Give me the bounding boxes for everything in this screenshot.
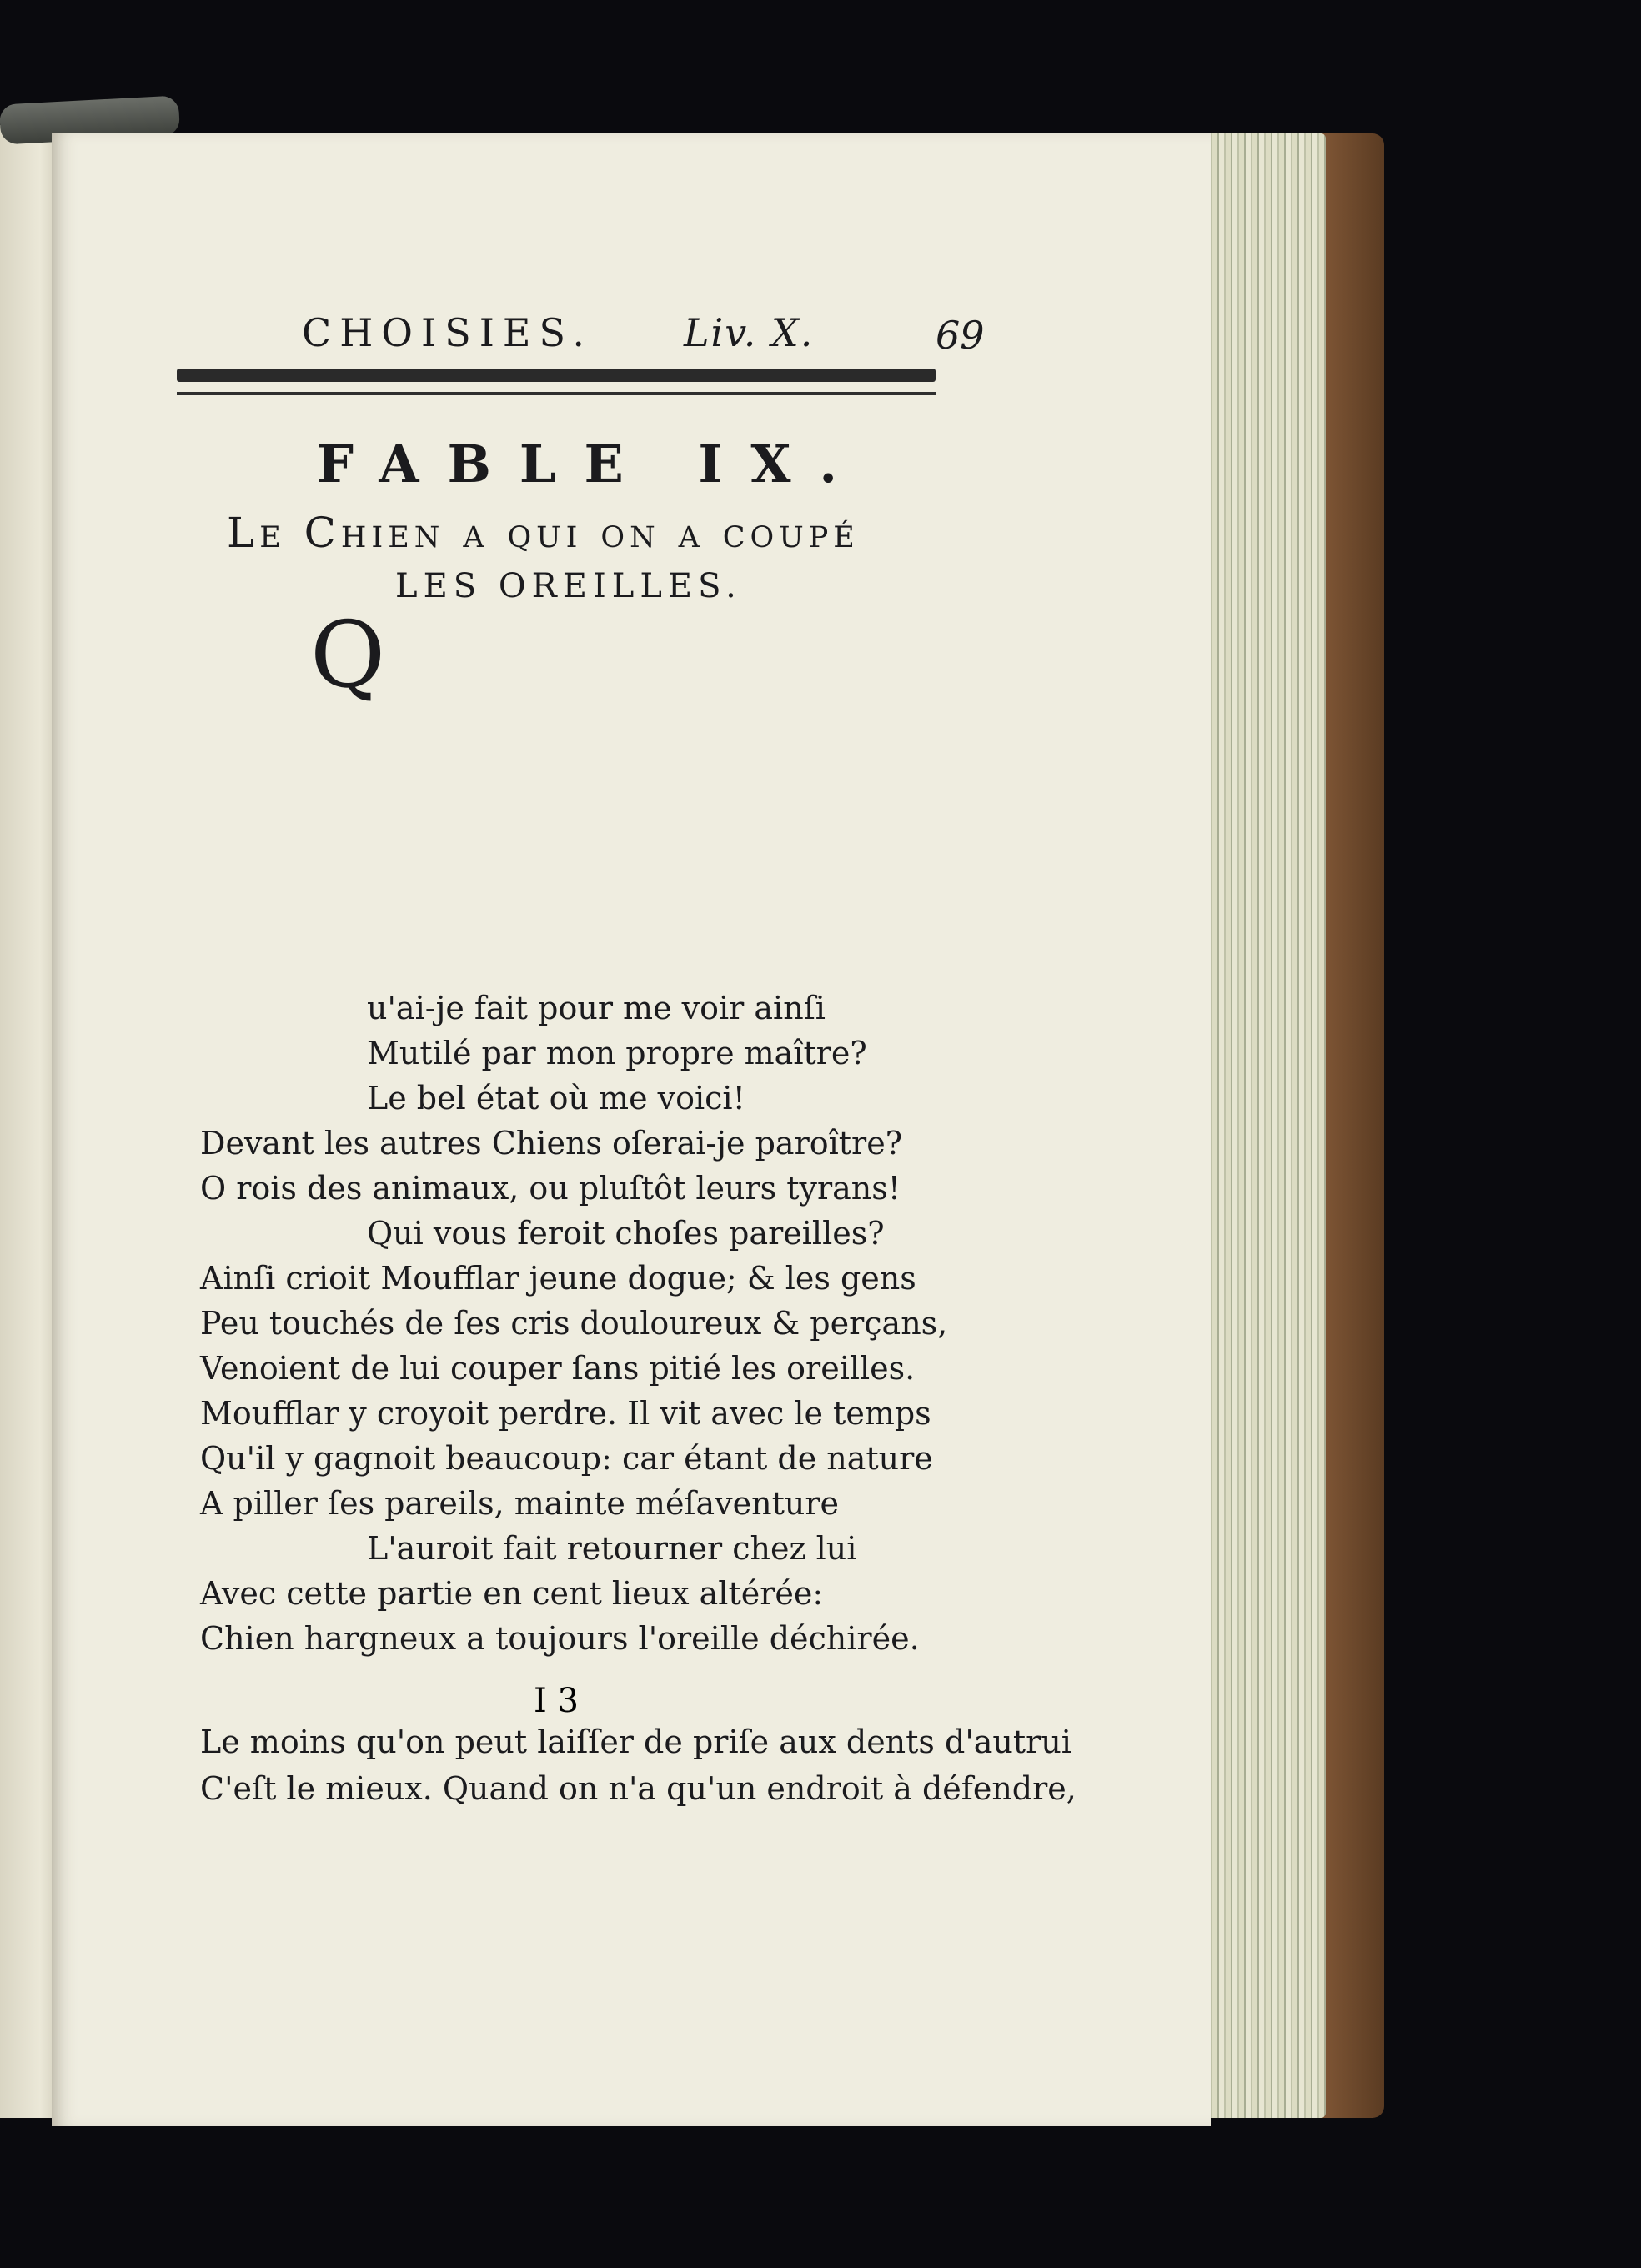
book-page bbox=[52, 133, 1211, 2126]
prose-line: Le moins qu'on peut laiſſer de priſe aux dents d'autrui bbox=[200, 1724, 1071, 1760]
verse-line: Devant les autres Chiens oſerai-je paroître? bbox=[200, 1125, 903, 1162]
verse-line: L'auroit fait retourner chez lui bbox=[367, 1530, 857, 1567]
verse-line: A piller ſes pareils, mainte méſaventure bbox=[200, 1485, 839, 1522]
page-number: 69 bbox=[936, 313, 985, 358]
verse-line: Mutilé par mon propre maître? bbox=[367, 1035, 867, 1071]
verse-line: Qu'il y gagnoit beaucoup: car étant de nature bbox=[200, 1440, 933, 1477]
fable-heading: FABLE IX. bbox=[317, 434, 866, 494]
fable-title-line-2: LES OREILLES. bbox=[395, 567, 742, 605]
page-fore-edge bbox=[1192, 133, 1326, 2118]
verse-line: Avec cette partie en cent lieux altérée: bbox=[200, 1575, 824, 1612]
fable-title-line-1: Le Chien a qui on a coupé bbox=[227, 509, 860, 557]
drop-cap: Q bbox=[310, 601, 386, 708]
thick-rule bbox=[177, 369, 936, 382]
verse-line: Ainſi crioit Moufflar jeune dogue; & les gens bbox=[200, 1260, 916, 1297]
thin-rule bbox=[177, 392, 936, 395]
verse-line: O rois des animaux, ou pluſtôt leurs tyrans! bbox=[200, 1170, 901, 1207]
verse-line: Venoient de lui couper ſans pitié les oreilles. bbox=[200, 1350, 916, 1387]
verse-line: Le bel état où me voici! bbox=[367, 1080, 745, 1116]
verse-line: Moufflar y croyoit perdre. Il vit avec le temps bbox=[200, 1395, 931, 1432]
catchword: I 3 bbox=[534, 1682, 579, 1720]
verse-line: Chien hargneux a toujours l'oreille déchirée. bbox=[200, 1620, 920, 1657]
prose-line: C'eſt le mieux. Quand on n'a qu'un endroit à défendre, bbox=[200, 1770, 1076, 1807]
verse-line: Qui vous feroit choſes pareilles? bbox=[367, 1215, 885, 1252]
verse-line: Peu touchés de ſes cris douloureux & perçans, bbox=[200, 1305, 948, 1342]
running-head-title: CHOISIES. bbox=[302, 310, 593, 355]
running-head-book: Liv. X. bbox=[684, 310, 815, 355]
verse-line: u'ai-je fait pour me voir ainſi bbox=[367, 990, 826, 1026]
